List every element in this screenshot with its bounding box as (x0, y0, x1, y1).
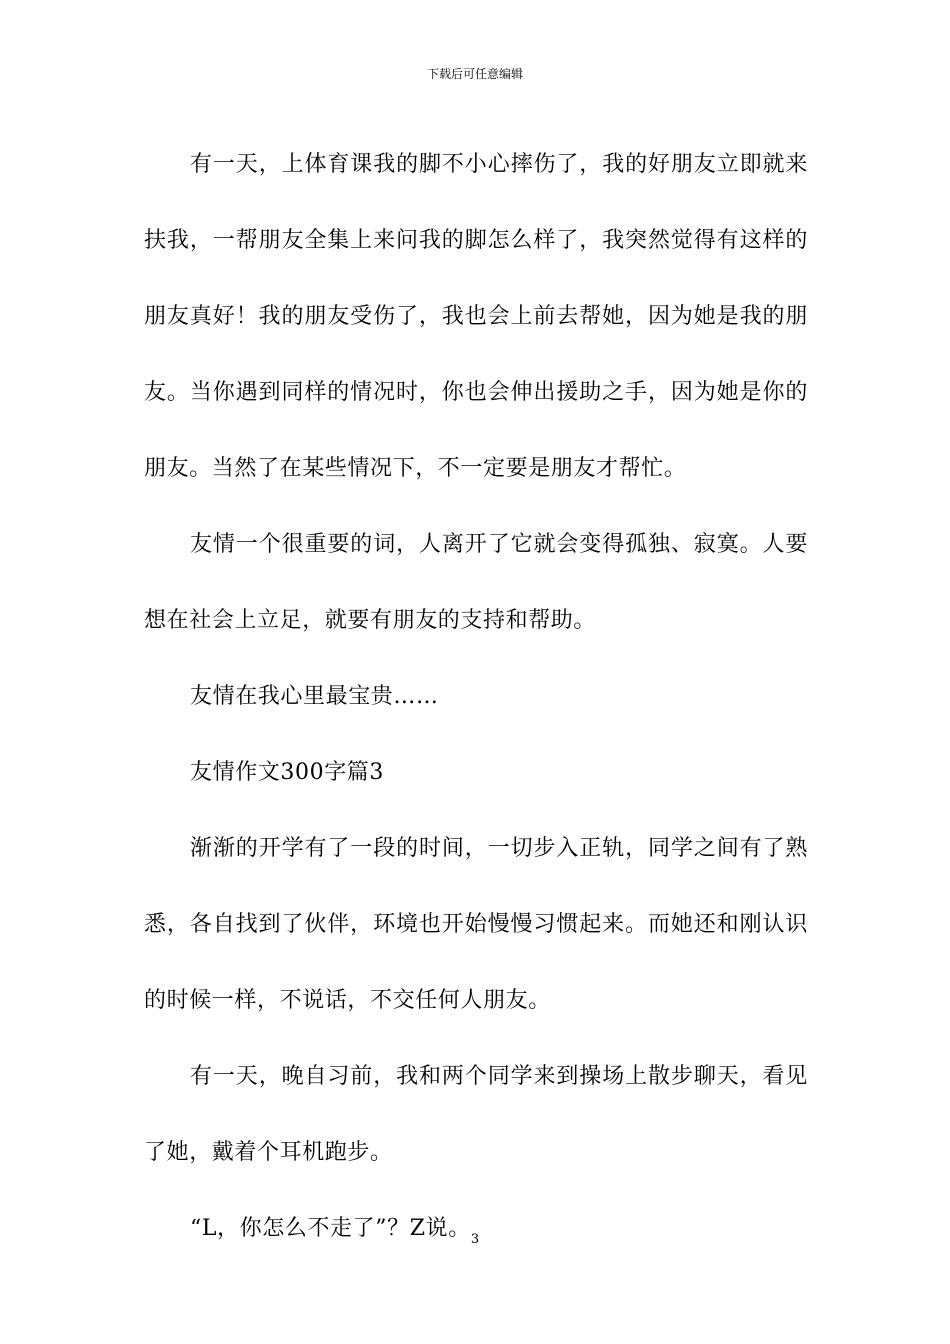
paragraph-dialogue: “L，你怎么不走了”？Z说。 (190, 1216, 471, 1241)
page-number: 3 (470, 1232, 480, 1247)
paragraph-injury-story: 有一天，上体育课我的脚不小心摔伤了，我的好朋友立即就来扶我，一帮朋友全集上来问我的脚怎么样了，我突然觉得有这样的朋友真好！我的朋友受伤了，我也会上前去帮她，因为她是我的朋友。当你遇到同样的情况时，你也会伸出援助之手，因为她是你的朋友。当然了在某些情况下，不一定要是朋友才帮忙。 (144, 152, 808, 481)
paragraph-friendship-precious: 友情在我心里最宝贵…… (190, 684, 439, 709)
paragraph-friendship-importance: 友情一个很重要的词，人离开了它就会变得孤独、寂寞。人要想在社会上立足，就要有朋友的支持和帮助。 (144, 532, 808, 633)
paragraph-evening-walk: 有一天，晚自习前，我和两个同学来到操场上散步聊天，看见了她，戴着个耳机跑步。 (144, 1064, 808, 1165)
paragraph-school-start: 渐渐的开学有了一段的时间，一切步入正轨，同学之间有了熟悉，各自找到了伙伴，环境也开始慢慢习惯起来。而她还和刚认识的时候一样，不说话，不交任何人朋友。 (144, 836, 808, 1013)
document-body (144, 127, 808, 1267)
page-header-note: 下载后可任意编辑 (426, 67, 523, 81)
section-title: 友情作文300字篇3 (190, 760, 384, 785)
